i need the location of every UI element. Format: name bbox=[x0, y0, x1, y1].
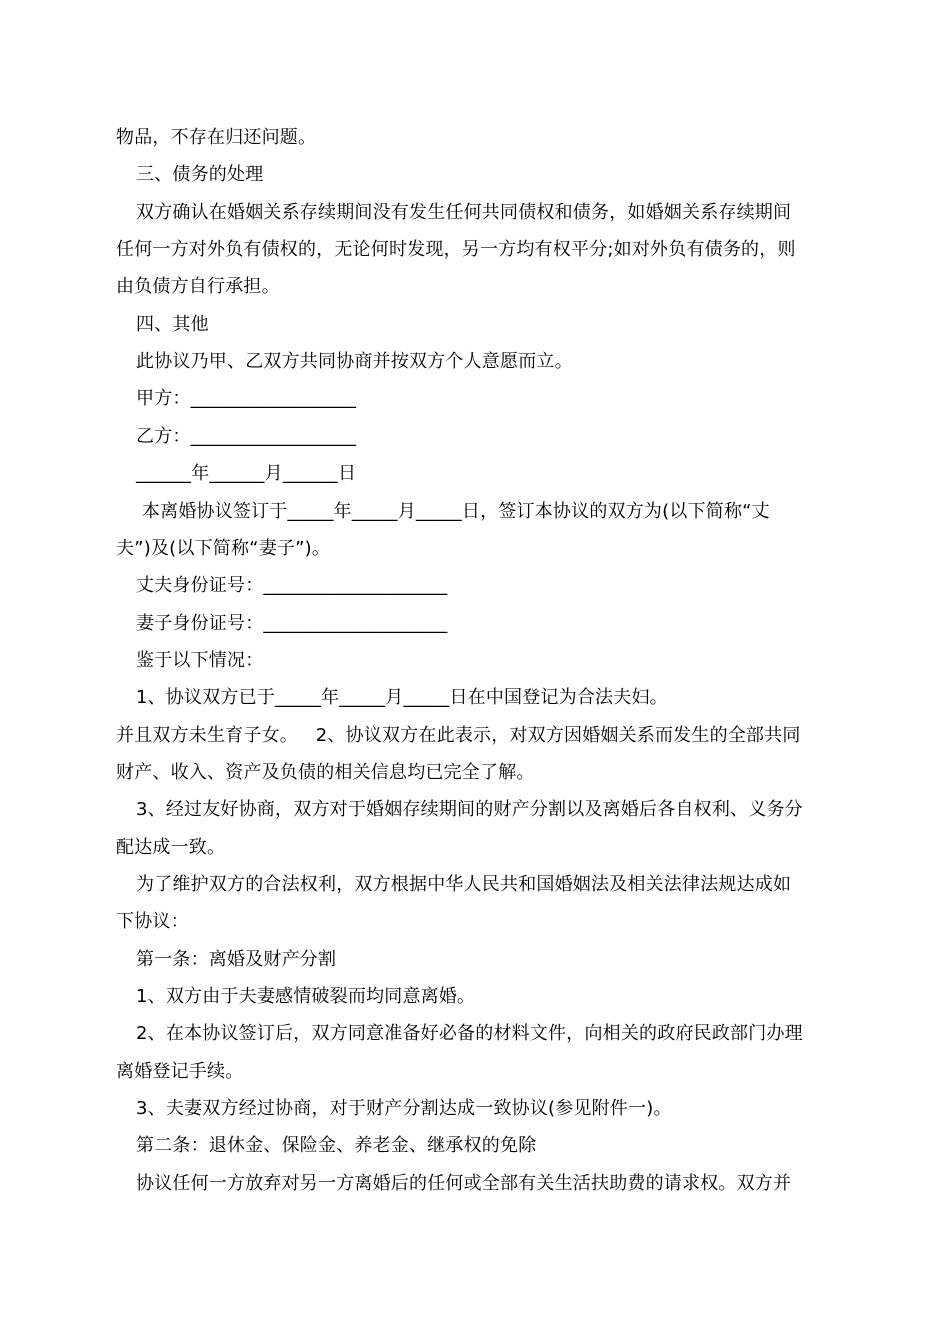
section-heading: 三、债务的处理 bbox=[136, 164, 264, 185]
text-line: 为了维护双方的合法权利，双方根据中华人民共和国婚姻法及相关法律法规达成如 bbox=[136, 874, 792, 895]
text-line: 下协议： bbox=[116, 911, 189, 932]
text-line: 任何一方对外负有债权的，无论何时发现，另一方均有权平分;如对外负有债务的，则 bbox=[116, 239, 796, 260]
text-line: 鉴于以下情况： bbox=[136, 650, 264, 671]
article-heading: 第一条：离婚及财产分割 bbox=[136, 949, 337, 970]
text-line: 2、在本协议签订后，双方同意准备好必备的材料文件，向相关的政府民政部门办理 bbox=[136, 1023, 803, 1044]
text-line: 配达成一致。 bbox=[116, 837, 226, 858]
text-line: 夫”)及(以下简称“妻子”)。 bbox=[116, 538, 331, 559]
text-line: 本离婚协议签订于_____年_____月_____日，签订本协议的双方为(以下简称“丈 bbox=[136, 501, 770, 522]
text-line: 3、经过友好协商，双方对于婚姻存续期间的财产分割以及离婚后各自权利、义务分 bbox=[136, 799, 803, 820]
article-heading: 第二条：退休金、保险金、养老金、继承权的免除 bbox=[136, 1135, 537, 1156]
text-line: 并且双方未生育子女。 2、协议双方在此表示，对双方因婚姻关系而发生的全部共同 bbox=[116, 725, 801, 746]
text-line: 1、协议双方已于_____年_____月_____日在中国登记为合法夫妇。 bbox=[136, 687, 668, 708]
wife-id-field: 妻子身份证号：____________________ bbox=[136, 613, 448, 634]
text-line: 协议任何一方放弃对另一方离婚后的任何或全部有关生活扶助费的请求权。双方并 bbox=[136, 1173, 792, 1194]
section-heading: 四、其他 bbox=[136, 314, 209, 335]
signature-date: ______年______月______日 bbox=[136, 463, 357, 484]
text-line: 此协议乃甲、乙双方共同协商并按双方个人意愿而立。 bbox=[136, 351, 573, 372]
text-line: 双方确认在婚姻关系存续期间没有发生任何共同债权和债务，如婚姻关系存续期间 bbox=[136, 202, 792, 223]
text-line: 1、双方由于夫妻感情破裂而均同意离婚。 bbox=[136, 986, 476, 1007]
text-line: 由负债方自行承担。 bbox=[116, 276, 280, 297]
signature-party-b: 乙方：__________________ bbox=[136, 426, 357, 447]
husband-id-field: 丈夫身份证号：____________________ bbox=[136, 575, 448, 596]
text-line: 3、夫妻双方经过协商，对于财产分割达成一致协议(参见附件一)。 bbox=[136, 1098, 672, 1119]
text-line: 物品，不存在归还问题。 bbox=[116, 127, 317, 148]
text-line: 财产、收入、资产及负债的相关信息均已完全了解。 bbox=[116, 762, 535, 783]
signature-party-a: 甲方：__________________ bbox=[136, 388, 357, 409]
text-line: 离婚登记手续。 bbox=[116, 1061, 244, 1082]
